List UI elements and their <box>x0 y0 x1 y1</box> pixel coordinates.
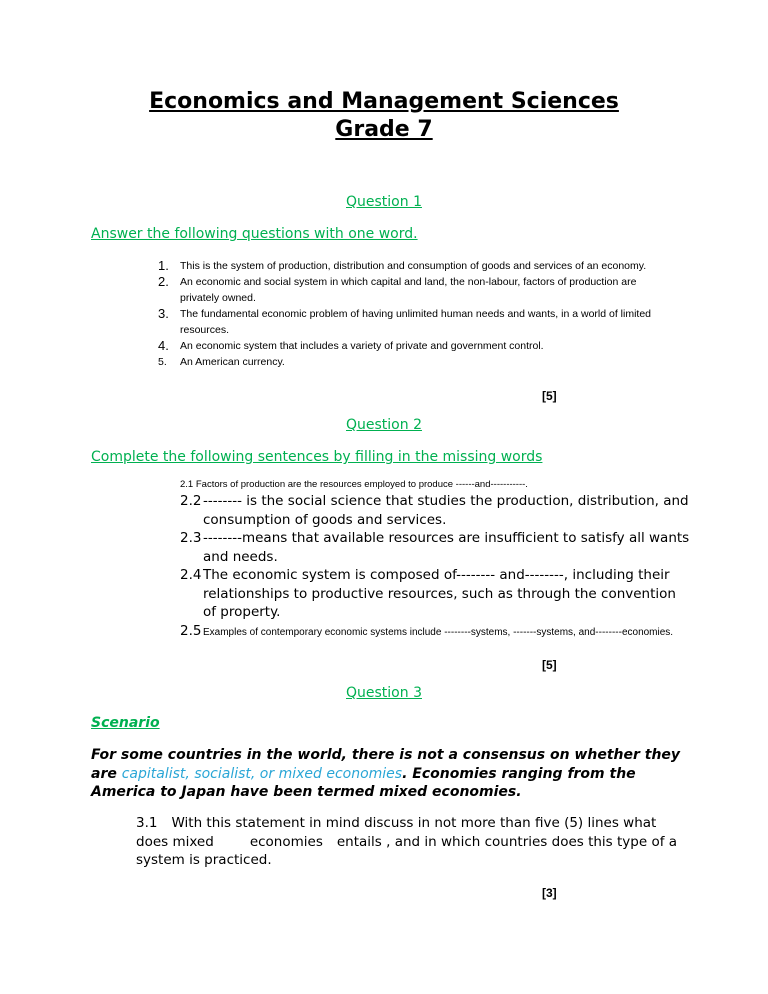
list-item-number: 2.3 <box>180 530 202 546</box>
list-item <box>180 478 690 492</box>
question-3-heading: Question 3 <box>346 685 422 701</box>
scenario-label: Scenario <box>91 715 160 731</box>
scenario-highlight: capitalist, socialist, or mixed economies <box>121 765 403 782</box>
question-1-heading: Question 1 <box>346 194 422 210</box>
question-2-list <box>180 478 690 640</box>
list-item-text: An economic and social system in which capital and land, the non-labour, factors of production are privately owned. <box>180 276 637 304</box>
question-3-1-text-b: economies <box>249 833 323 850</box>
scenario-text <box>91 746 681 802</box>
question-1-marks: [5] <box>542 389 557 403</box>
document-title: Economics and Management Sciences <box>149 89 619 114</box>
list-item-number: 2.5 <box>180 622 202 639</box>
document-subtitle-grade: Grade 7 <box>335 117 433 142</box>
question-3-1 <box>136 814 684 870</box>
list-item-text: An economic system that includes a variety of private and government control. <box>180 340 544 352</box>
scenario-text-part2: . Economies ranging from the America to Japan have been termed mixed economies. <box>91 765 636 800</box>
list-item <box>158 306 678 338</box>
list-item-number: 2.4 <box>180 567 202 583</box>
scenario-text-part1: For some countries in the world, there is not a consensus on whether they are <box>91 747 681 782</box>
list-item-number: 2.1 <box>180 479 194 490</box>
question-3-1-number: 3.1 <box>136 815 158 831</box>
question-1-instruction: Answer the following questions with one word. <box>91 226 418 242</box>
question-2-instruction: Complete the following sentences by filling in the missing words <box>91 449 543 465</box>
list-item <box>180 492 690 529</box>
list-item <box>158 338 678 354</box>
list-item-number: 5. <box>158 356 167 368</box>
question-3-1-text-c: entails , and in which countries does this type of a system is practiced. <box>136 833 678 868</box>
list-item-number: 3. <box>158 306 169 321</box>
list-item-number: 1. <box>158 258 169 273</box>
list-item <box>180 529 690 566</box>
list-item-text: --------means that available resources are insufficient to satisfy all wants and needs. <box>203 530 690 565</box>
list-item <box>158 274 678 306</box>
question-3-1-text-a: With this statement in mind discuss in not more than five (5) lines what does mixed <box>136 815 657 850</box>
list-item-text: The fundamental economic problem of having unlimited human needs and wants, in a world of limited resources. <box>180 308 652 336</box>
list-item-text: Examples of contemporary economic systems include --------systems, -------systems, and--------economies. <box>203 626 674 638</box>
list-item <box>158 258 678 274</box>
list-item <box>180 622 690 641</box>
question-1-list <box>158 258 678 370</box>
list-item-text: An American currency. <box>180 356 285 368</box>
list-item-text: This is the system of production, distribution and consumption of goods and services of an economy. <box>180 260 647 272</box>
list-item-text: -------- is the social science that studies the production, distribution, and consumption of goods and services. <box>203 493 689 528</box>
question-3-marks: [3] <box>542 886 557 900</box>
list-item-number: 2. <box>158 274 169 289</box>
list-item <box>180 566 690 622</box>
list-item-number: 4. <box>158 338 169 353</box>
list-item-text: The economic system is composed of-------- and--------, including their relationships to productive resources, such as through the convention of property. <box>203 567 676 620</box>
question-2-heading: Question 2 <box>346 417 422 433</box>
list-item-text: Factors of production are the resources employed to produce ------and-----------. <box>193 479 528 490</box>
question-2-marks: [5] <box>542 658 557 672</box>
list-item-number: 2.2 <box>180 493 202 509</box>
list-item <box>158 354 678 370</box>
